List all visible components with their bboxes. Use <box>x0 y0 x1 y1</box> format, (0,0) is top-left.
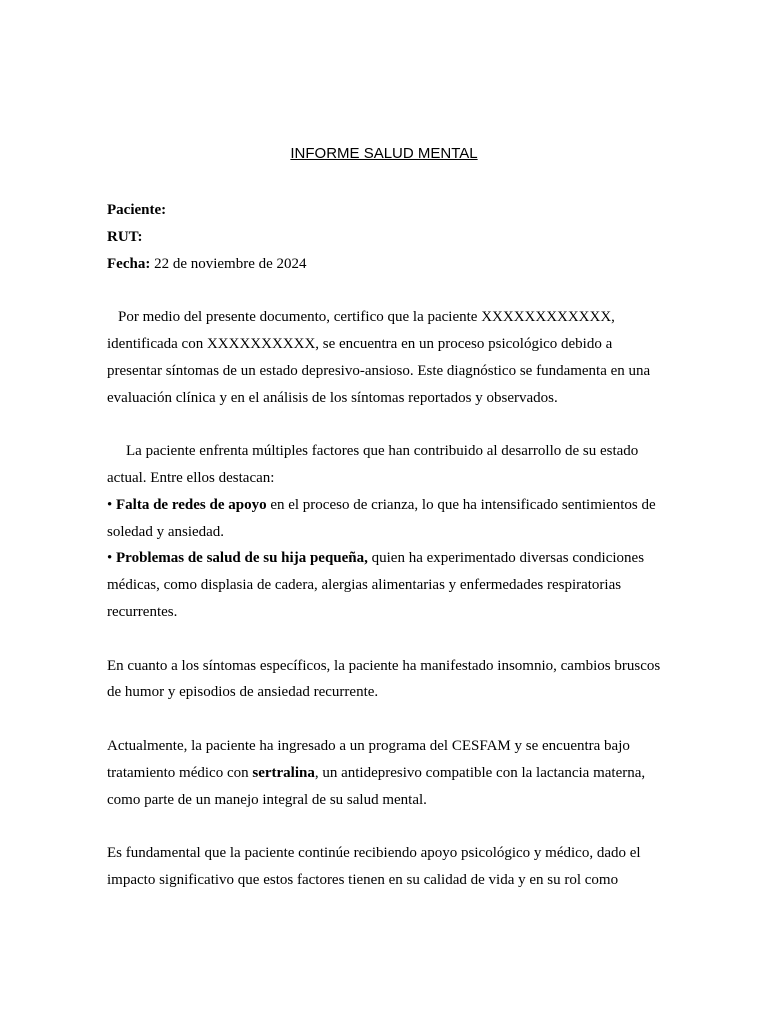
bullet-bold: Falta de redes de apoyo <box>116 496 267 513</box>
medication-name: sertralina <box>252 764 315 781</box>
paragraph-2: La paciente enfrenta múltiples factores que han contribuido al desarrollo de su estado actual. Entre ellos destacan: <box>107 443 639 486</box>
rut-label: RUT: <box>107 228 143 245</box>
date-value: 22 de noviembre de 2024 <box>150 255 307 272</box>
paragraph-1: Por medio del presente documento, certifico que la paciente XXXXXXXXXXXX, identificada con XXXXXXXXXX, se encuentra en un proceso psicológico debido a presentar síntomas de un estado depresivo-ansioso. Este diagnóstico se fundamenta en una evaluación clínica y en el análisis de los síntomas reportados y observados. <box>107 309 651 406</box>
date-label: Fecha: <box>107 255 151 272</box>
patient-label: Paciente: <box>107 202 167 218</box>
paragraph-4-after: , un antidepresivo compatible con la lactancia materna, como parte de un manejo integral de su salud mental. <box>107 764 646 808</box>
paragraph-4 <box>107 733 667 813</box>
document-title: INFORME SALUD MENTAL <box>290 145 478 162</box>
rut-field <box>107 224 667 251</box>
bullet-bold: Problemas de salud de su hija pequeña, <box>116 550 368 567</box>
document-body <box>107 197 667 894</box>
bullet-text: en el proceso de crianza, lo que ha intensificado sentimientos de soledad y ansiedad. <box>107 496 656 540</box>
bullet-marker: • <box>107 550 117 567</box>
paragraph-5: Es fundamental que la paciente continúe recibiendo apoyo psicológico y médico, dado el impacto significativo que estos factores tienen en su calidad de vida y en su rol como <box>107 845 641 888</box>
bullet-text: quien ha experimentado diversas condiciones médicas, como displasia de cadera, alergias alimentarias y enfermedades respiratorias recurrentes. <box>107 550 645 620</box>
bullet-item <box>107 545 667 625</box>
patient-field <box>107 197 667 224</box>
bullet-item <box>107 492 667 546</box>
bullet-marker: • <box>107 496 117 513</box>
paragraph-4-before: Actualmente, la paciente ha ingresado a un programa del CESFAM y se encuentra bajo tratamiento médico con <box>107 737 630 781</box>
paragraph-3: En cuanto a los síntomas específicos, la paciente ha manifestado insomnio, cambios bruscos de humor y episodios de ansiedad recurrente. <box>107 657 661 701</box>
date-field <box>107 251 667 278</box>
